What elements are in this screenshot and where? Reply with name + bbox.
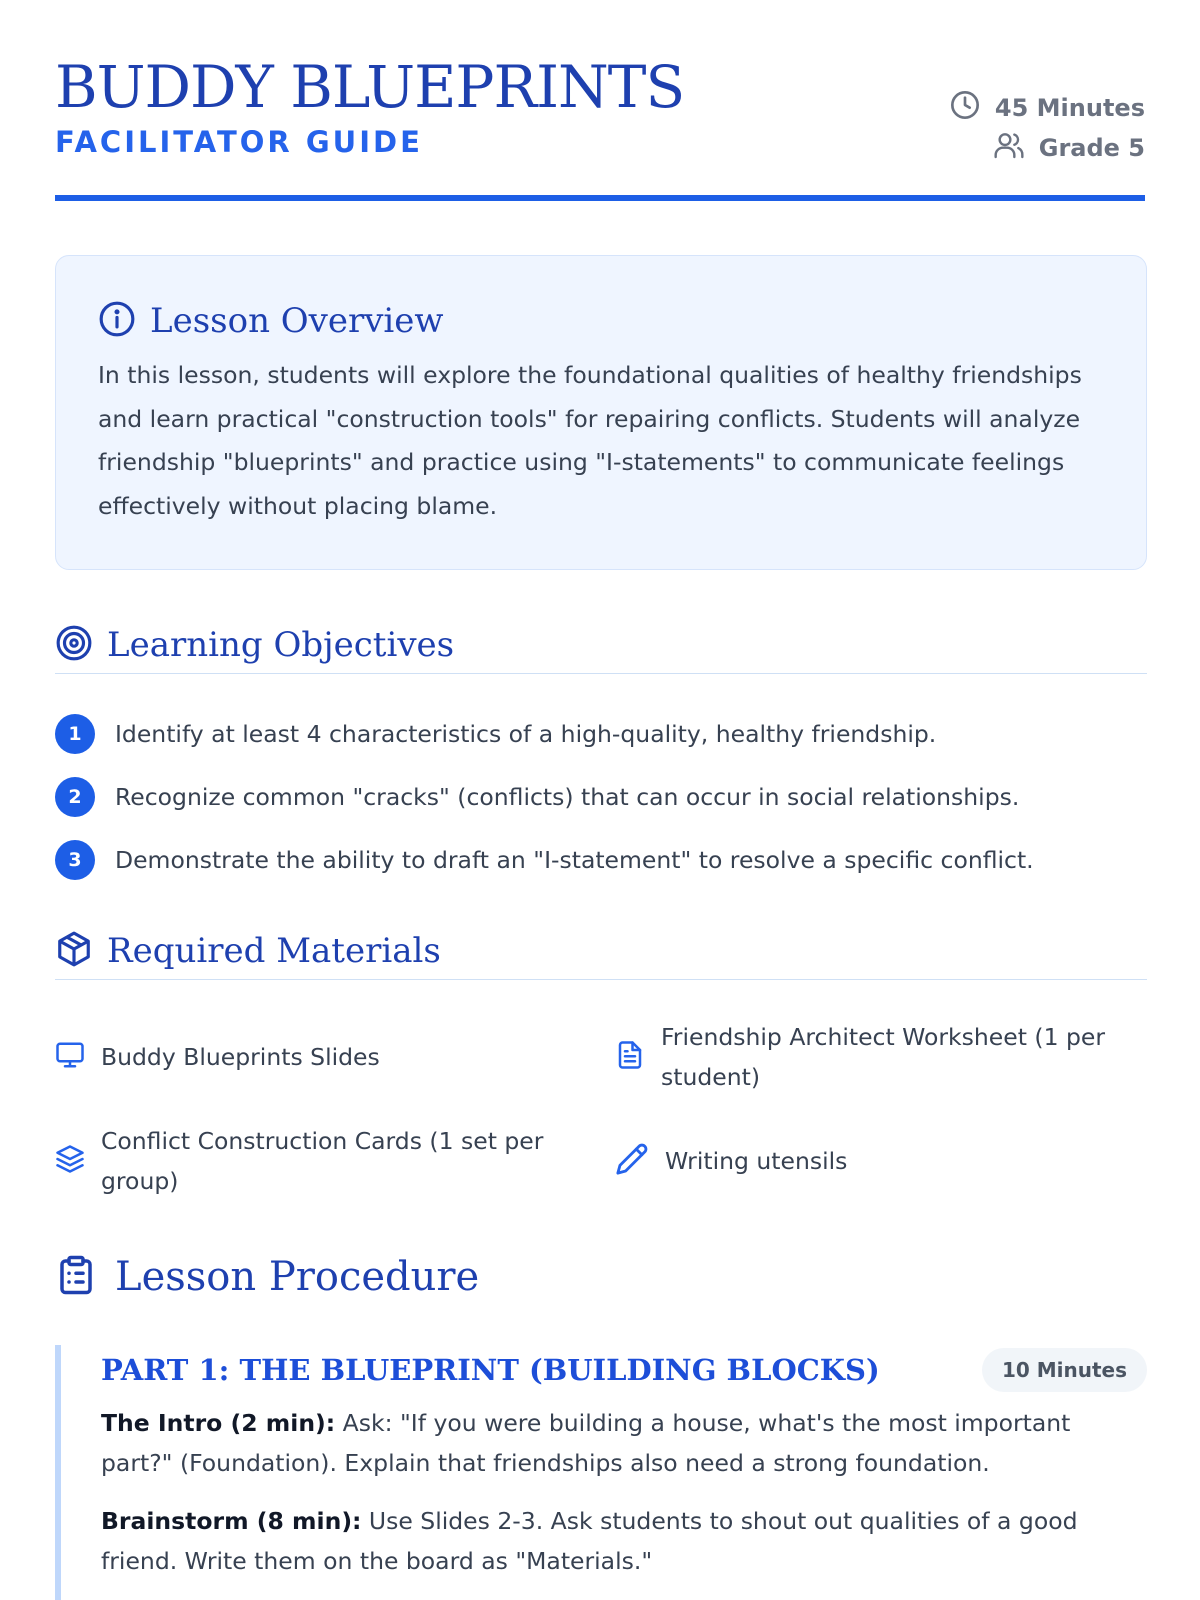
part-title: PART 1: THE BLUEPRINT (BUILDING BLOCKS) [101,1353,880,1387]
procedure-part-1 [55,1345,1147,1600]
clock-icon [949,89,995,127]
objective-text: Identify at least 4 characteristics of a high-quality, healthy friendship. [115,719,937,748]
page-header [55,52,1145,202]
grade-text: Grade 5 [1038,134,1145,162]
objective-number: 1 [55,714,95,754]
materials-heading: Required Materials [107,930,441,971]
duration-text: 45 Minutes [994,94,1145,122]
material-text: Friendship Architect Worksheet (1 per student) [661,1023,1106,1091]
lesson-overview-card [55,255,1147,570]
overview-heading: Lesson Overview [150,301,444,341]
procedure-heading-row [55,1248,479,1306]
objectives-heading-row [55,622,1147,674]
objective-text: Recognize common "cracks" (conflicts) that can occur in social relationships. [115,782,1020,811]
target-icon [55,624,107,666]
duration-badge: 10 Minutes [982,1348,1147,1392]
clipboard-icon [55,1254,115,1300]
required-materials-section [55,928,1147,1213]
part-heading-row [101,1345,1147,1395]
materials-heading-row [55,928,1147,980]
document-icon [615,1040,661,1074]
procedure-step [101,1403,1147,1483]
duration-meta [949,88,1145,128]
procedure-step [101,1501,1147,1581]
header-divider [55,195,1145,201]
grade-meta [949,128,1145,168]
pencil-icon [615,1142,665,1180]
learning-objectives-section [55,622,1147,891]
list-item [55,1005,615,1109]
materials-grid [55,1005,1147,1213]
material-text: Conflict Construction Cards (1 set per group) [101,1127,544,1195]
step-label: The Intro (2 min): [101,1409,336,1437]
list-item [615,1005,1147,1109]
overview-heading-row [98,296,1104,346]
box-icon [55,930,107,972]
page-subtitle: FACILITATOR GUIDE [55,125,423,159]
objective-number: 2 [55,777,95,817]
objectives-heading: Learning Objectives [107,624,455,665]
list-item [55,702,1147,765]
step-text: Use Slides 2-3. Ask students to shout out qualities of a good friend. Write them on the board as "Materials." [101,1507,1078,1575]
material-text: Writing utensils [665,1147,848,1175]
info-icon [98,300,150,342]
list-item [55,765,1147,828]
objective-number: 3 [55,840,95,880]
material-text: Buddy Blueprints Slides [101,1043,380,1071]
lesson-meta [949,88,1145,168]
users-icon [993,129,1039,167]
objective-text: Demonstrate the ability to draft an "I-statement" to resolve a specific conflict. [115,845,1034,874]
step-label: Brainstorm (8 min): [101,1507,362,1535]
objectives-list [55,702,1147,891]
list-item [55,828,1147,891]
page-title: BUDDY BLUEPRINTS [55,53,685,121]
list-item [55,1109,615,1213]
procedure-heading: Lesson Procedure [115,1254,480,1300]
monitor-icon [55,1040,101,1074]
list-item [615,1109,1147,1213]
layers-icon [55,1144,101,1178]
step-text: Ask: "If you were building a house, what's the most important part?" (Foundation). Explain that friendships also need a strong foundation. [101,1409,1071,1477]
overview-text: In this lesson, students will explore the foundational qualities of healthy friendships and learn practical "construction tools" for repairing conflicts. Students will analyze friendship "blueprints" and practice using "I-statements" to communicate feelings effectively without placing blame. [98,361,1082,520]
